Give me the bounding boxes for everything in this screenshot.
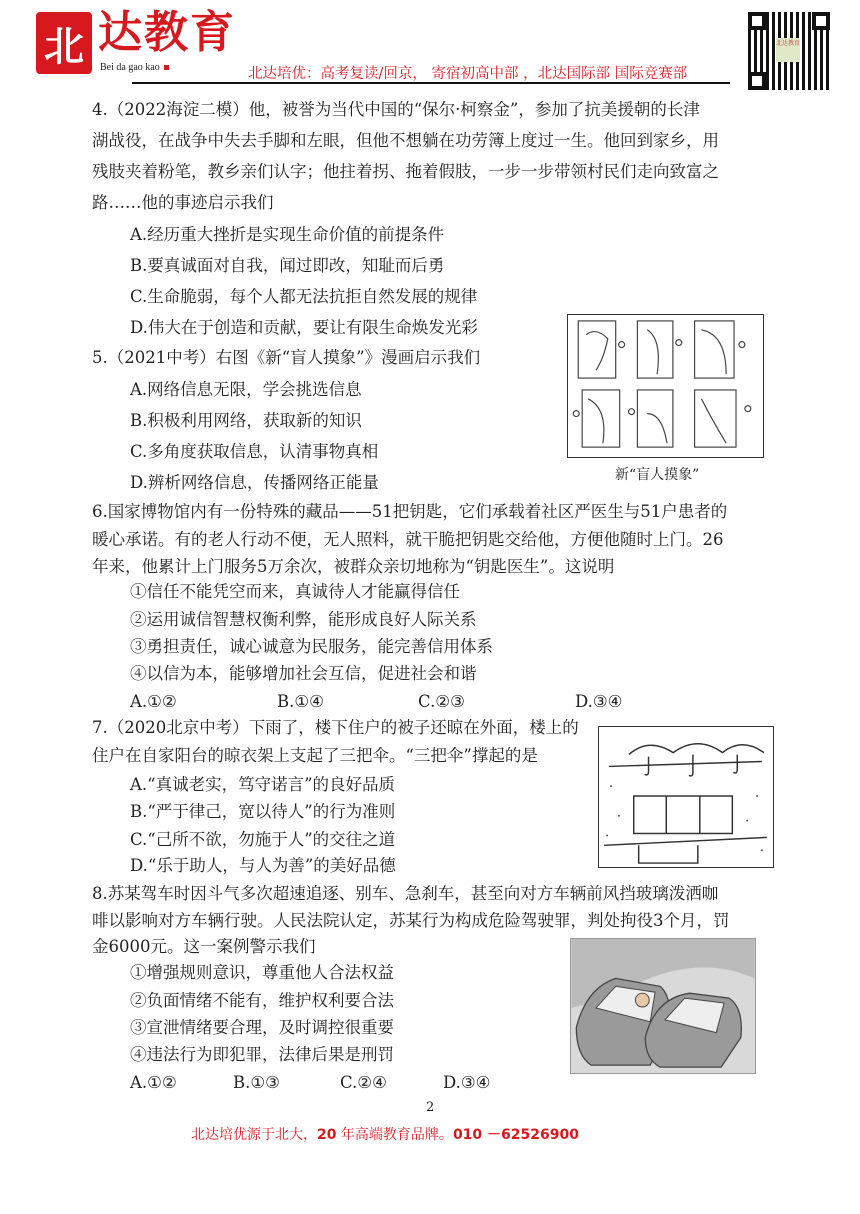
q7-option: C.“己所不欲，勿施于人”的交往之道 <box>130 830 396 849</box>
q4-stem: 湖战役，在战争中失去手脚和左眼，但他不想躺在功劳簿上度过一生。他回到家乡，用 <box>92 131 719 150</box>
q8-item: ①增强规则意识，尊重他人合法权益 <box>130 963 394 982</box>
q5-option: C.多角度获取信息，认清事物真相 <box>130 442 379 461</box>
q5-stem: 5.（2021中考）右图《新“盲人摸象”》漫画启示我们 <box>92 348 481 367</box>
q4-stem: 残肢夹着粉笔，教乡亲们认字；他拄着拐、拖着假肢，一步一步带领村民们走向致富之 <box>92 162 719 181</box>
q5-option: B.积极利用网络，获取新的知识 <box>130 411 362 430</box>
q6-stem: 年来，他累计上门服务5万余次，被群众亲切地称为“钥匙医生”。这说明 <box>92 557 615 576</box>
qr-finder <box>748 72 766 90</box>
logo-text: 达教育 <box>98 7 236 58</box>
q6-answer: C.②③ <box>418 692 465 711</box>
q8-answer: A.①② <box>130 1073 177 1092</box>
q8-answer: C.②④ <box>340 1073 387 1092</box>
q6-answer: B.①④ <box>277 692 324 711</box>
q6-item: ②运用诚信智慧权衡利弊，能形成良好人际关系 <box>130 610 477 629</box>
qr-code <box>748 12 830 90</box>
header-divider <box>132 82 730 84</box>
q6-stem: 暖心承诺。有的老人行动不便，无人照料，就干脆把钥匙交给他，方便他随时上门。26 <box>92 530 724 549</box>
q5-option: A.网络信息无限，学会挑选信息 <box>130 380 362 399</box>
q7-stem: 7.（2020北京中考）下雨了，楼下住户的被子还晾在外面，楼上的 <box>92 718 579 737</box>
q6-item: ④以信为本，能够增加社会互信，促进社会和谐 <box>130 664 477 683</box>
blind-men-elephant-cartoon <box>567 314 764 458</box>
logo-subtitle-text: Bei da gao kao <box>100 62 160 73</box>
q6-stem: 6.国家博物馆内有一份特殊的藏品——51把钥匙，它们承载着社区严医生与51户患者的 <box>92 502 728 521</box>
qr-finder <box>748 12 766 30</box>
q4-option: D.伟大在于创造和贡献，要让有限生命焕发光彩 <box>130 318 478 337</box>
footer-text: 年高端教育品牌。 <box>336 1127 453 1143</box>
q8-answer: B.①③ <box>233 1073 280 1092</box>
qr-center-label: 北达教育 <box>776 38 800 62</box>
qr-finder <box>812 12 830 30</box>
footer-years: 20 <box>317 1127 337 1143</box>
page-number: 2 <box>426 1100 435 1115</box>
q7-option: A.“真诚老实，笃守诺言”的良好品质 <box>130 775 396 794</box>
q6-answer: D.③④ <box>575 692 623 711</box>
q8-item: ②负面情绪不能有，维护权利要合法 <box>130 991 394 1010</box>
q7-stem: 住户在自家阳台的晾衣架上支起了三把伞。“三把伞”撑起的是 <box>92 746 538 765</box>
q4-option: C.生命脆弱，每个人都无法抗拒自然发展的规律 <box>130 287 478 306</box>
q8-item: ④违法行为即犯罪，法律后果是刑罚 <box>130 1045 394 1064</box>
cartoon-caption: 新“盲人摸象” <box>615 467 700 483</box>
footer-text: 北达培优源于北大， <box>191 1127 317 1143</box>
q8-stem: 8.苏某驾车时因斗气多次超速追逐、别车、急刹车，甚至向对方车辆前风挡玻璃泼洒咖 <box>92 884 719 903</box>
logo-subtitle <box>100 62 169 74</box>
q7-option: D.“乐于助人，与人为善”的美好品德 <box>130 856 396 875</box>
q4-option: B.要真诚面对自我，闻过即改，知耻而后勇 <box>130 256 445 275</box>
logo-mark: 北 <box>36 12 92 74</box>
road-rage-cartoon <box>570 938 756 1074</box>
q5-option: D.辨析网络信息，传播网络正能量 <box>130 473 379 492</box>
q4-option: A.经历重大挫折是实现生命价值的前提条件 <box>130 225 445 244</box>
q4-stem: 路……他的事迹启示我们 <box>92 193 274 212</box>
logo-square-icon <box>164 65 169 70</box>
umbrella-cartoon <box>598 726 774 868</box>
q8-stem: 啡以影响对方车辆行驶。人民法院认定，苏某行为构成危险驾驶罪，判处拘役3个月，罚 <box>92 911 730 930</box>
footer-phone: 010 －62526900 <box>452 1127 579 1143</box>
q8-item: ③宣泄情绪要合理，及时调控很重要 <box>130 1018 394 1037</box>
q7-option: B.“严于律己，宽以待人”的行为准则 <box>130 802 396 821</box>
q4-stem: 4.（2022海淀二模）他，被誉为当代中国的“保尔·柯察金”，参加了抗美援朝的长津 <box>92 100 700 119</box>
q8-answer: D.③④ <box>443 1073 491 1092</box>
q6-answer: A.①② <box>130 692 177 711</box>
header-slogan: 北达培优：高考复读/回京， 寄宿初高中部 ，北达国际部 国际竞赛部 <box>248 66 688 82</box>
q8-stem: 金6000元。这一案例警示我们 <box>92 937 316 956</box>
q6-item: ①信任不能凭空而来，真诚待人才能赢得信任 <box>130 582 460 601</box>
q6-item: ③勇担责任，诚心诚意为民服务，能完善信用体系 <box>130 637 493 656</box>
footer-brand-line <box>191 1126 579 1144</box>
